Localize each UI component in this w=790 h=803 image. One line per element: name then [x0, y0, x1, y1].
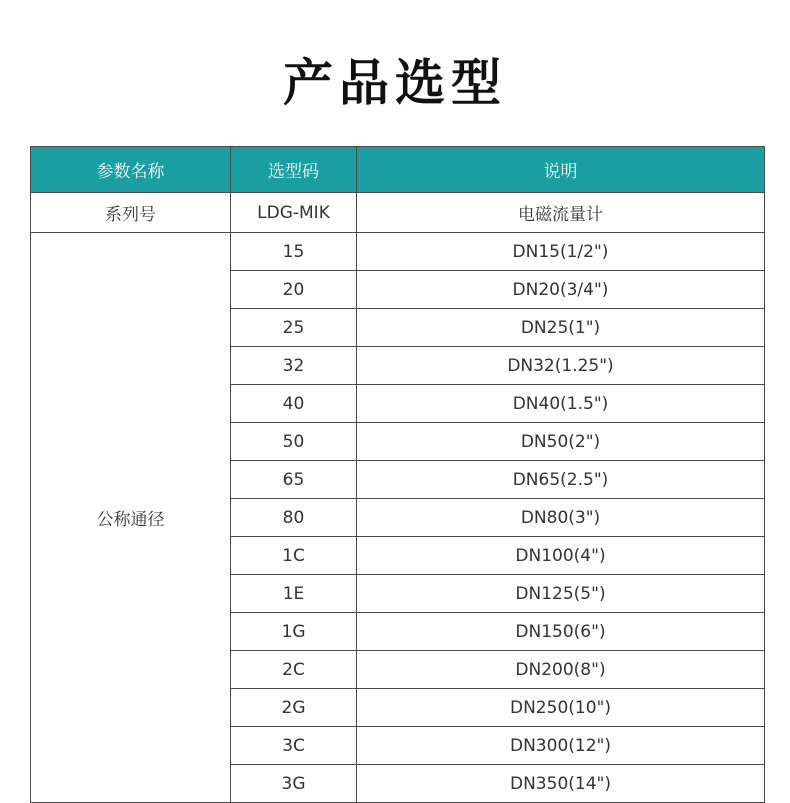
- size-desc: DN100(4"): [357, 537, 765, 575]
- header-desc: 说明: [357, 147, 765, 193]
- header-code: 选型码: [231, 147, 357, 193]
- nominal-param: 公称通径: [31, 233, 231, 803]
- size-code: 15: [231, 233, 357, 271]
- series-param: 系列号: [31, 193, 231, 233]
- size-code: 32: [231, 347, 357, 385]
- size-code: 2C: [231, 651, 357, 689]
- size-code: 2G: [231, 689, 357, 727]
- size-desc: DN25(1"): [357, 309, 765, 347]
- table-header-row: [31, 147, 765, 193]
- size-desc: DN32(1.25"): [357, 347, 765, 385]
- table-row: [31, 233, 765, 271]
- size-code: 80: [231, 499, 357, 537]
- size-code: 1E: [231, 575, 357, 613]
- size-code: 20: [231, 271, 357, 309]
- size-desc: DN125(5"): [357, 575, 765, 613]
- size-code: 65: [231, 461, 357, 499]
- size-desc: DN350(14"): [357, 765, 765, 803]
- size-desc: DN250(10"): [357, 689, 765, 727]
- size-desc: DN200(8"): [357, 651, 765, 689]
- header-param: 参数名称: [31, 147, 231, 193]
- page-title: 产品选型: [283, 54, 507, 112]
- size-desc: DN20(3/4"): [357, 271, 765, 309]
- series-desc: 电磁流量计: [357, 193, 765, 233]
- size-desc: DN50(2"): [357, 423, 765, 461]
- table-row-series: [31, 193, 765, 233]
- size-desc: DN80(3"): [357, 499, 765, 537]
- size-code: 40: [231, 385, 357, 423]
- size-code: 1G: [231, 613, 357, 651]
- size-desc: DN65(2.5"): [357, 461, 765, 499]
- size-code: 25: [231, 309, 357, 347]
- size-code: 50: [231, 423, 357, 461]
- size-desc: DN40(1.5"): [357, 385, 765, 423]
- size-desc: DN150(6"): [357, 613, 765, 651]
- selection-table: [30, 146, 765, 803]
- size-code: 3G: [231, 765, 357, 803]
- size-desc: DN300(12"): [357, 727, 765, 765]
- series-code: LDG-MIK: [231, 193, 357, 233]
- size-code: 3C: [231, 727, 357, 765]
- size-code: 1C: [231, 537, 357, 575]
- size-desc: DN15(1/2"): [357, 233, 765, 271]
